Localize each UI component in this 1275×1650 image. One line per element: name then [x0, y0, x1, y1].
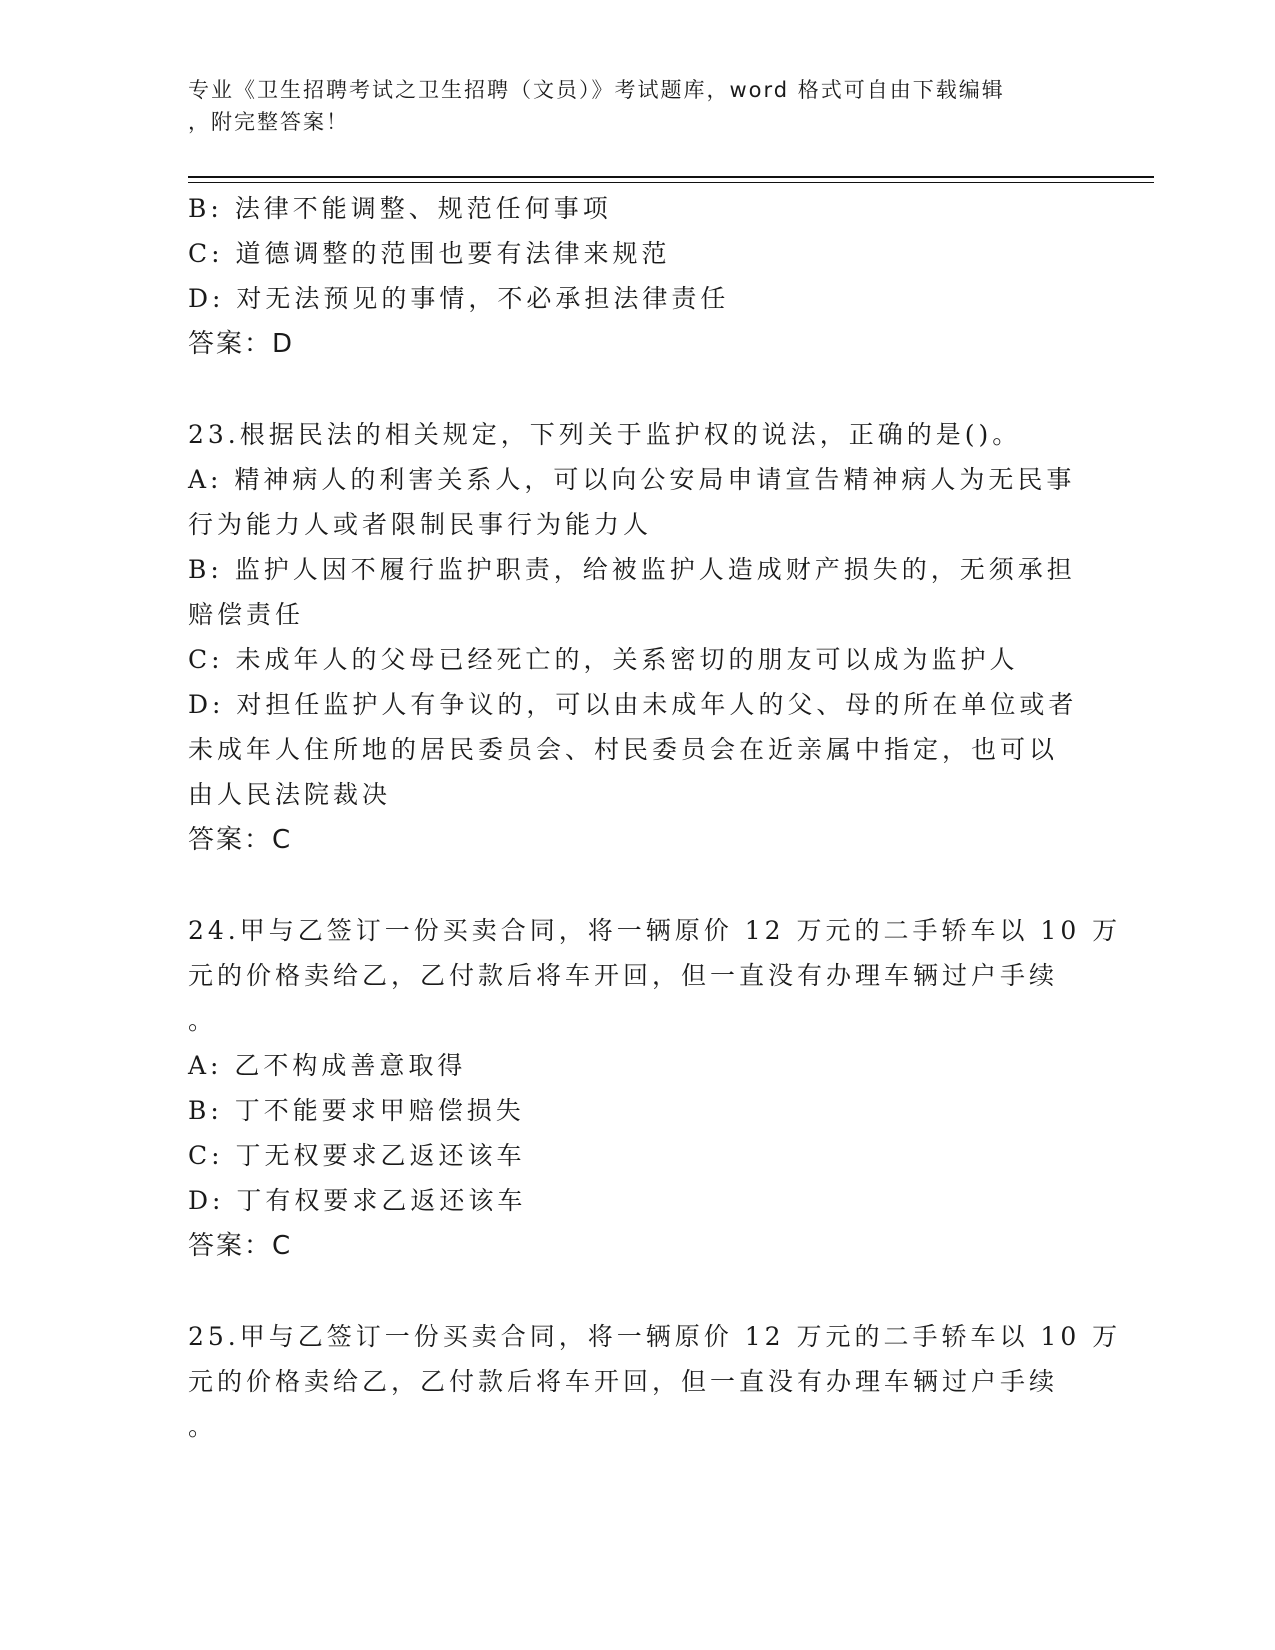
header-divider-thick [188, 176, 1154, 178]
q24-option-c: C: 丁无权要求乙返还该车 [188, 1141, 526, 1170]
document-header [188, 74, 1088, 138]
q24-stem-line-2: 元的价格卖给乙，乙付款后将车开回，但一直没有办理车辆过户手续 [188, 961, 1059, 990]
q24-option-b: B: 丁不能要求甲赔偿损失 [188, 1096, 525, 1125]
q22-option-c: C: 道德调整的范围也要有法律来规范 [188, 239, 671, 268]
q25-stem-line-2: 元的价格卖给乙，乙付款后将车开回，但一直没有办理车辆过户手续 [188, 1367, 1059, 1396]
q22-option-b: B: 法律不能调整、规范任何事项 [188, 194, 612, 223]
q23-option-a-line-1: A: 精神病人的利害关系人，可以向公安局申请宣告精神病人为无民事 [188, 465, 1076, 494]
q22-option-d: D: 对无法预见的事情，不必承担法律责任 [188, 284, 730, 313]
q24-stem-line-3: 。 [188, 1006, 218, 1035]
q24-stem-line-1: 24.甲与乙签订一份买卖合同，将一辆原价 12 万元的二手轿车以 10 万 [188, 916, 1122, 945]
q23-option-b-line-1: B: 监护人因不履行监护职责，给被监护人造成财产损失的，无须承担 [188, 555, 1076, 584]
q23-answer: 答案：C [188, 825, 293, 855]
q22-answer: 答案：D [188, 329, 295, 359]
q24-option-d: D: 丁有权要求乙返还该车 [188, 1186, 527, 1215]
header-line-2: ，附完整答案！ [188, 110, 349, 134]
header-divider-thin [188, 182, 1154, 183]
q23-option-c: C: 未成年人的父母已经死亡的，关系密切的朋友可以成为监护人 [188, 645, 1019, 674]
q23-option-d-line-3: 由人民法院裁决 [188, 780, 392, 809]
q23-option-a-line-2: 行为能力人或者限制民事行为能力人 [188, 510, 653, 539]
q24-option-a: A: 乙不构成善意取得 [188, 1051, 467, 1080]
q23-stem: 23.根据民法的相关规定，下列关于监护权的说法，正确的是()。 [188, 420, 1022, 449]
q25-stem-line-3: 。 [188, 1412, 218, 1441]
q23-option-b-line-2: 赔偿责任 [188, 600, 305, 629]
q24-answer: 答案：C [188, 1231, 293, 1261]
q23-option-d-line-2: 未成年人住所地的居民委员会、村民委员会在近亲属中指定，也可以 [188, 735, 1059, 764]
q25-stem-line-1: 25.甲与乙签订一份买卖合同，将一辆原价 12 万元的二手轿车以 10 万 [188, 1322, 1122, 1351]
header-line-1: 专业《卫生招聘考试之卫生招聘（文员）》考试题库，word 格式可自由下载编辑 [188, 78, 1005, 102]
q23-option-d-line-1: D: 对担任监护人有争议的，可以由未成年人的父、母的所在单位或者 [188, 690, 1078, 719]
